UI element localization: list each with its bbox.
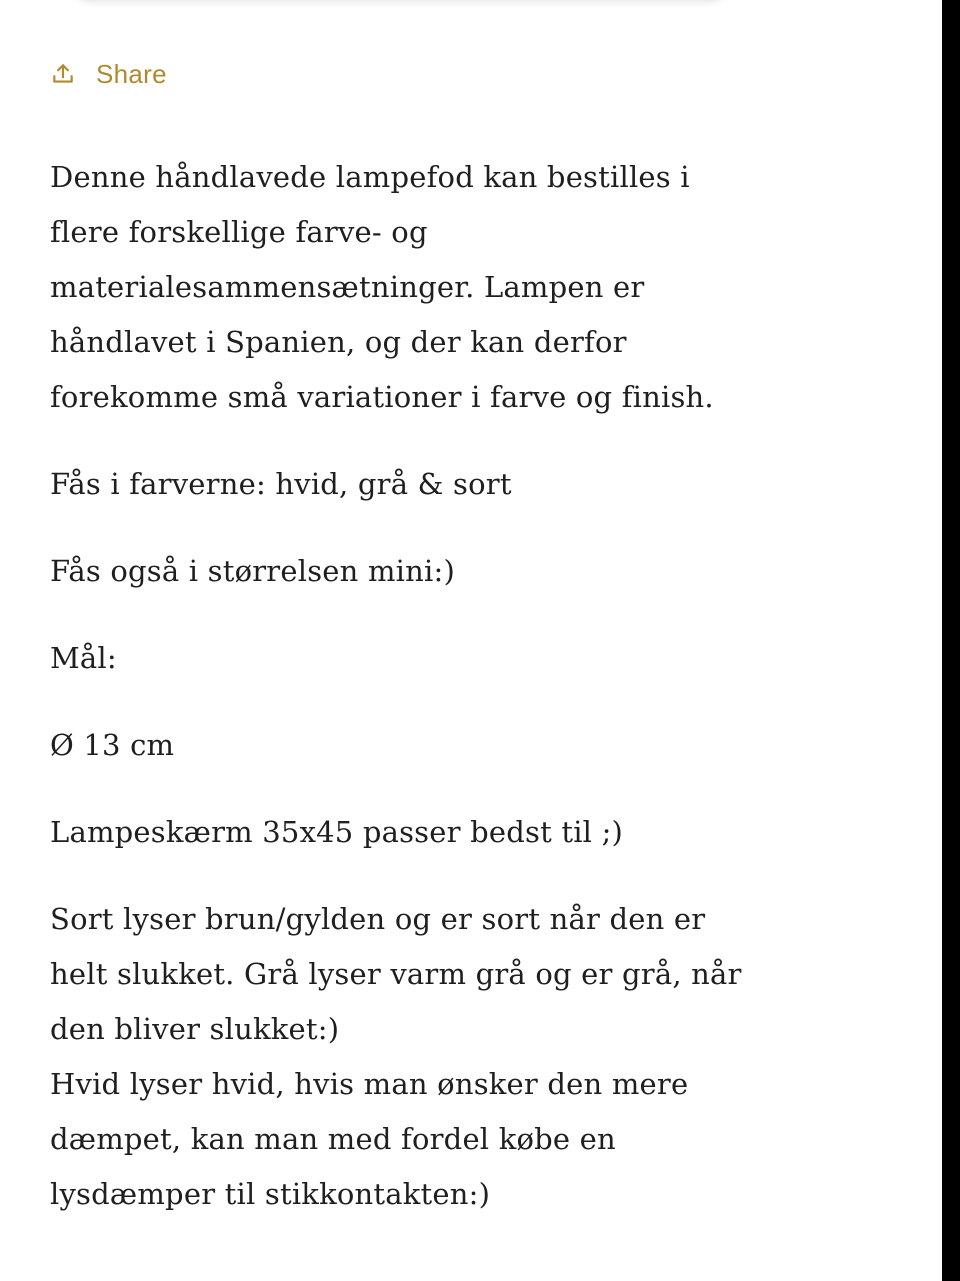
share-upload-icon xyxy=(50,61,76,87)
light-note-white: Hvid lyser hvid, hvis man ønsker den mere dæmpet, kan man med fordel købe en lysdæmper til stikkontakten:) xyxy=(50,1067,689,1211)
right-edge-bar xyxy=(942,0,960,1281)
description-intro: Denne håndlavede lampefod kan bestilles i flere forskellige farve- og materialesammensætninger. Lampen er håndlavet i Spanien, og der kan derfor forekomme små variationer i farve og finish. xyxy=(50,160,714,414)
available-colors: Fås i farverne: hvid, grå & sort xyxy=(50,467,512,501)
product-description xyxy=(50,150,750,1222)
share-label: Share xyxy=(96,59,167,89)
available-size: Fås også i størrelsen mini:) xyxy=(50,554,455,588)
diameter-value: Ø 13 cm xyxy=(50,728,175,762)
measurements-heading: Mål: xyxy=(50,641,117,675)
shade-recommendation: Lampeskærm 35x45 passer bedst til ;) xyxy=(50,815,624,849)
light-note-black-grey: Sort lyser brun/gylden og er sort når den er helt slukket. Grå lyser varm grå og er grå, når den bliver slukket:) xyxy=(50,902,742,1046)
share-button[interactable] xyxy=(50,58,167,90)
